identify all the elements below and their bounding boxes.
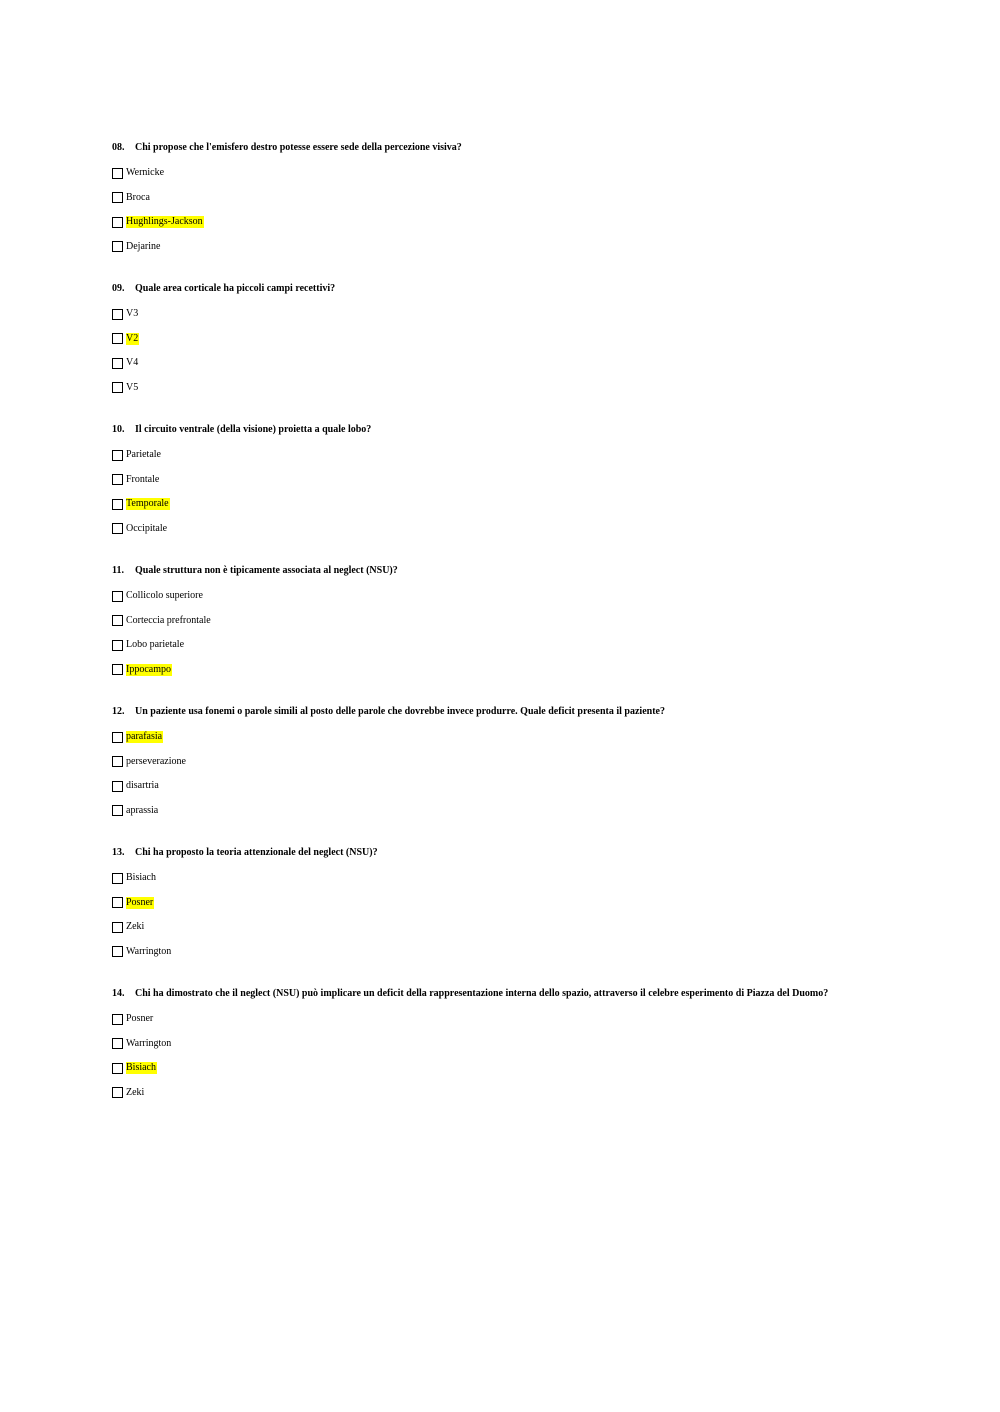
question-title	[112, 705, 872, 718]
question-09	[112, 282, 872, 400]
question-text: Il circuito ventrale (della visione) proietta a quale lobo?	[135, 424, 372, 435]
answer-checkbox[interactable]	[112, 1087, 123, 1098]
answer-checkbox[interactable]	[112, 615, 123, 626]
answer-option[interactable]	[112, 633, 872, 658]
option-label: Warrington	[126, 945, 172, 957]
answer-checkbox[interactable]	[112, 1063, 123, 1074]
answer-option[interactable]	[112, 658, 872, 683]
answer-option[interactable]	[112, 609, 872, 634]
question-number: 14.	[112, 988, 125, 999]
answer-option[interactable]	[112, 327, 872, 352]
question-number: 09.	[112, 283, 125, 294]
option-label: Bisiach	[126, 872, 156, 884]
answer-option[interactable]	[112, 584, 872, 609]
answer-checkbox[interactable]	[112, 591, 123, 602]
question-14	[112, 987, 872, 1105]
option-label: Broca	[126, 191, 150, 203]
answer-option[interactable]	[112, 235, 872, 260]
question-title	[112, 282, 872, 295]
answer-option[interactable]	[112, 492, 872, 517]
answer-checkbox[interactable]	[112, 523, 123, 534]
option-label: parafasia	[126, 731, 163, 743]
option-label: V5	[126, 381, 139, 393]
question-13	[112, 846, 872, 964]
option-label: Hughlings-Jackson	[126, 216, 203, 228]
answer-checkbox[interactable]	[112, 309, 123, 320]
answer-checkbox[interactable]	[112, 192, 123, 203]
question-text: Un paziente usa fonemi o parole simili al posto delle parole che dovrebbe invece produrre. Quale deficit presenta il paziente?	[135, 706, 665, 717]
option-label: Temporale	[126, 498, 169, 510]
question-12	[112, 705, 872, 823]
answer-checkbox[interactable]	[112, 732, 123, 743]
option-label: V2	[126, 332, 139, 344]
question-number: 11.	[112, 565, 124, 576]
answer-option[interactable]	[112, 774, 872, 799]
answer-option[interactable]	[112, 866, 872, 891]
answer-option[interactable]	[112, 376, 872, 401]
question-number: 08.	[112, 142, 125, 153]
answer-checkbox[interactable]	[112, 474, 123, 485]
answer-option[interactable]	[112, 725, 872, 750]
option-label: Ippocampo	[126, 663, 171, 675]
answer-checkbox[interactable]	[112, 241, 123, 252]
option-label: disartria	[126, 780, 159, 792]
answer-option[interactable]	[112, 750, 872, 775]
answer-option[interactable]	[112, 1007, 872, 1032]
question-number: 10.	[112, 424, 125, 435]
question-text: Chi ha dimostrato che il neglect (NSU) può implicare un deficit della rappresentazione interna dello spazio, attraverso il celebre esperimento di Piazza del Duomo?	[135, 988, 829, 999]
option-label: Collicolo superiore	[126, 590, 203, 602]
answer-checkbox[interactable]	[112, 664, 123, 675]
answer-checkbox[interactable]	[112, 333, 123, 344]
question-number: 12.	[112, 706, 125, 717]
answer-checkbox[interactable]	[112, 382, 123, 393]
option-label: Zeki	[126, 1086, 145, 1098]
question-text: Quale struttura non è tipicamente associata al neglect (NSU)?	[135, 565, 398, 576]
option-label: Dejarine	[126, 240, 161, 252]
question-title	[112, 846, 872, 859]
option-label: Warrington	[126, 1037, 172, 1049]
answer-checkbox[interactable]	[112, 1038, 123, 1049]
option-label: Frontale	[126, 473, 160, 485]
answer-option[interactable]	[112, 351, 872, 376]
option-label: Wernicke	[126, 167, 165, 179]
option-label: Posner	[126, 896, 154, 908]
question-text: Chi ha proposto la teoria attenzionale del neglect (NSU)?	[135, 847, 378, 858]
answer-option[interactable]	[112, 186, 872, 211]
answer-option[interactable]	[112, 891, 872, 916]
question-10	[112, 423, 872, 541]
answer-option[interactable]	[112, 1032, 872, 1057]
answer-checkbox[interactable]	[112, 946, 123, 957]
answer-checkbox[interactable]	[112, 168, 123, 179]
answer-option[interactable]	[112, 1081, 872, 1106]
answer-option[interactable]	[112, 940, 872, 965]
option-label: Zeki	[126, 921, 145, 933]
answer-checkbox[interactable]	[112, 1014, 123, 1025]
option-label: V4	[126, 357, 139, 369]
answer-option[interactable]	[112, 210, 872, 235]
option-label: perseverazione	[126, 755, 186, 767]
answer-option[interactable]	[112, 517, 872, 542]
option-label: Posner	[126, 1013, 154, 1025]
answer-checkbox[interactable]	[112, 897, 123, 908]
question-title	[112, 564, 872, 577]
answer-option[interactable]	[112, 161, 872, 186]
answer-checkbox[interactable]	[112, 217, 123, 228]
answer-checkbox[interactable]	[112, 640, 123, 651]
answer-checkbox[interactable]	[112, 922, 123, 933]
question-08	[112, 141, 872, 259]
option-label: Occipitale	[126, 522, 168, 534]
answer-checkbox[interactable]	[112, 499, 123, 510]
answer-option[interactable]	[112, 443, 872, 468]
answer-option[interactable]	[112, 468, 872, 493]
option-label: Bisiach	[126, 1062, 156, 1074]
question-text: Chi propose che l'emisfero destro potesse essere sede della percezione visiva?	[135, 142, 462, 153]
answer-checkbox[interactable]	[112, 450, 123, 461]
question-title	[112, 141, 872, 154]
answer-checkbox[interactable]	[112, 873, 123, 884]
question-number: 13.	[112, 847, 125, 858]
question-title	[112, 423, 872, 436]
option-label: V3	[126, 308, 139, 320]
answer-checkbox[interactable]	[112, 805, 123, 816]
question-text: Quale area corticale ha piccoli campi recettivi?	[135, 283, 336, 294]
answer-checkbox[interactable]	[112, 781, 123, 792]
option-label: Corteccia prefrontale	[126, 614, 211, 626]
option-label: Parietale	[126, 449, 161, 461]
option-label: aprassia	[126, 804, 159, 816]
question-11	[112, 564, 872, 682]
answer-option[interactable]	[112, 915, 872, 940]
answer-option[interactable]	[112, 1056, 872, 1081]
answer-checkbox[interactable]	[112, 358, 123, 369]
answer-option[interactable]	[112, 799, 872, 824]
question-title	[112, 987, 872, 1000]
answer-checkbox[interactable]	[112, 756, 123, 767]
quiz-content	[112, 141, 872, 1128]
answer-option[interactable]	[112, 302, 872, 327]
option-label: Lobo parietale	[126, 639, 185, 651]
